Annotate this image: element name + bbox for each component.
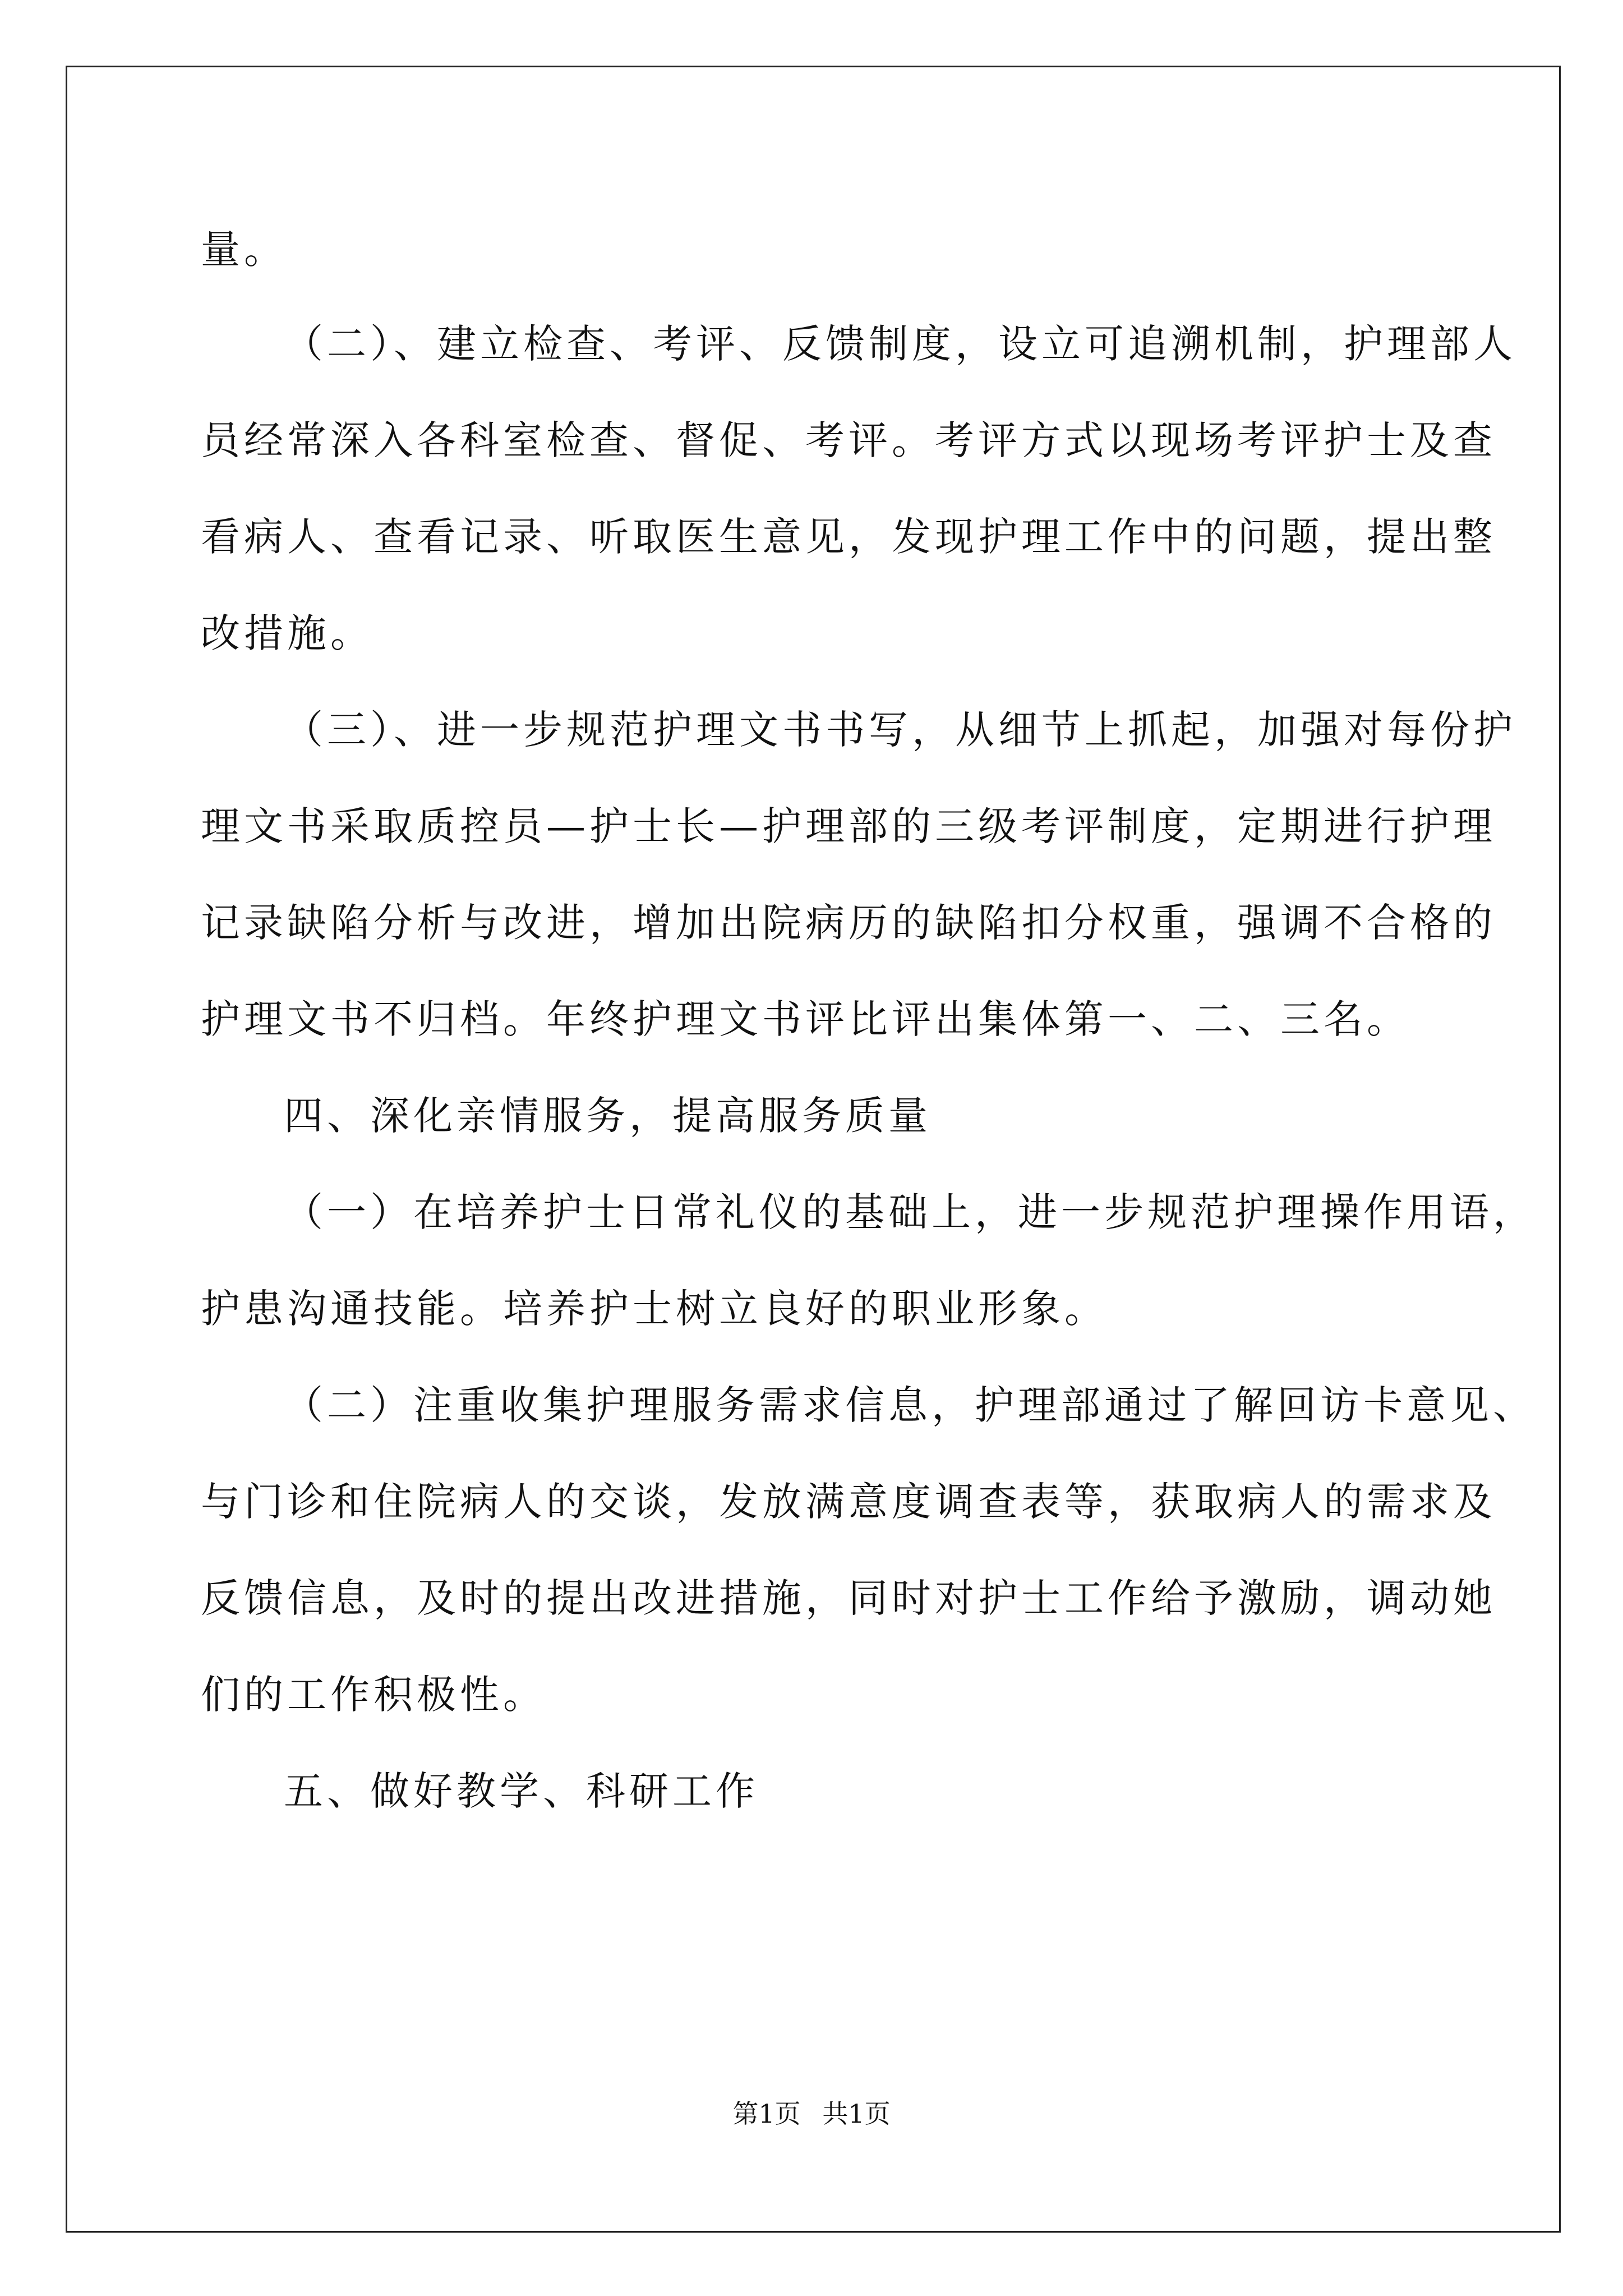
text-line: 理文书采取质控员—护士长—护理部的三级考评制度，定期进行护理 [201, 803, 1496, 849]
text-line: 与门诊和住院病人的交谈，发放满意度调查表等，获取病人的需求及 [201, 1479, 1496, 1525]
text-line: 看病人、查看记录、听取医生意见，发现护理工作中的问题，提出整 [201, 514, 1496, 560]
page-border [66, 66, 1561, 2233]
page-footer [0, 2097, 1623, 2131]
text-line: 反馈信息，及时的提出改进措施，同时对护士工作给予激励，调动她 [201, 1575, 1496, 1621]
text-line: （一）在培养护士日常礼仪的基础上，进一步规范护理操作用语， [284, 1189, 1536, 1235]
page-number: 第1页 [732, 2099, 801, 2129]
text-line: 量。 [201, 227, 287, 273]
text-line: 记录缺陷分析与改进，增加出院病历的缺陷扣分权重，强调不合格的 [201, 900, 1496, 946]
section-heading: 五、做好教学、科研工作 [284, 1768, 759, 1814]
text-line: 改措施。 [201, 610, 374, 656]
text-line: （三）、进一步规范护理文书书写，从细节上抓起，加强对每份护 [284, 707, 1516, 753]
text-line: （二）注重收集护理服务需求信息，护理部通过了解回访卡意见、 [284, 1382, 1536, 1428]
section-heading: 四、深化亲情服务，提高服务质量 [284, 1093, 932, 1139]
text-line: 护理文书不归档。年终护理文书评比评出集体第一、二、三名。 [201, 996, 1410, 1042]
text-line: 员经常深入各科室检查、督促、考评。考评方式以现场考评护士及查 [201, 417, 1496, 463]
text-line: （二）、建立检查、考评、反馈制度，设立可追溯机制，护理部人 [284, 321, 1516, 367]
text-line: 护患沟通技能。培养护士树立良好的职业形象。 [201, 1286, 1108, 1332]
text-line: 们的工作积极性。 [201, 1672, 546, 1718]
page-total: 共1页 [822, 2099, 891, 2129]
